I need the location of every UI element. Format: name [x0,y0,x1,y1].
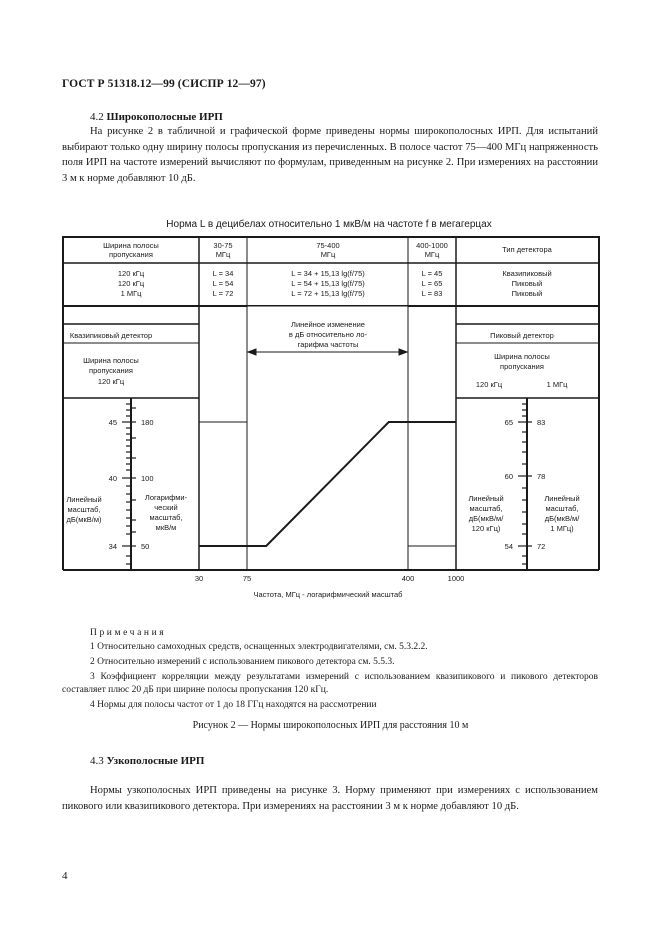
limit-line [199,422,456,546]
middle-note-2: в дБ относительно ло- [288,330,368,339]
section-4-3-paragraph [62,783,598,814]
left-tick-180: 180 [141,418,154,427]
right-bw-left: 120 кГц [475,380,503,389]
right-scale-right-1: Линейный [544,494,580,503]
page-number: 4 [62,870,68,882]
cell-75-400-row-3: L = 72 + 15,13 lg(f/75) [291,289,365,298]
bw-row-1: 120 кГц [117,269,145,278]
note-item: 3 Коэффициент корреляции между результатами измерений с использованием квазипикового и пикового детекторов составляет плюс 20 дБ при ширине полосы пропускания 120 кГц. [62,672,598,695]
cell-400-1000-row-1: L = 45 [421,269,443,278]
left-tick-34: 34 [108,542,117,551]
right-scale-left-3: дБ(мкВ/м/ [468,514,504,523]
limit-line-series [199,422,456,546]
th-30-75: 30-75 [213,241,233,250]
left-bw-value: 120 кГц [97,377,125,386]
left-log-label-4: мкВ/м [155,523,177,532]
right-tick-65: 65 [504,418,513,427]
section-number: 4.3 [90,755,104,767]
note-item: 2 Относительно измерений с использованием пикового детектора см. 5.5.3. [90,657,395,667]
figure-caption: Рисунок 2 — Нормы широкополосных ИРП для расстояния 10 м [192,720,469,731]
detector-row-3: Пиковый [511,289,543,298]
th-bandwidth-line1: Ширина полосы [103,241,159,250]
middle-note-3: гарифма частоты [297,340,359,349]
x-tick-400: 400 [401,574,415,583]
section-title: Узкополосные ИРП [106,755,205,767]
left-tick-100: 100 [141,474,154,483]
x-axis-label: Частота, МГц - логарифмический масштаб [253,590,403,599]
left-log-label-1: Логарифми- [144,493,188,502]
paragraph-text: На рисунке 2 в табличной и графической форме приведены нормы широкополосных ИРП. Для испытаний выбирают только одну ширину полосы пропускания из перечисленных. В полосе частот 75—400 МГц напряженность поля ИРП на частоте измерений вычисляют по формулам, приведенным на рисунке 2. При измерениях на расстоянии 3 м к норме добавляют 10 дБ. [62,126,598,184]
note-item: 1 Относительно самоходных средств, оснащенных электродвигателями, см. 5.3.2.2. [90,642,428,652]
notes-heading-text: Примечания [90,628,167,638]
right-tick-60: 60 [504,472,513,481]
left-linear-label-2: масштаб, [67,505,101,514]
right-scale-left-4: 120 кГц) [471,524,501,533]
section-number: 4.2 [90,111,104,123]
th-75-400-unit: МГц [320,250,336,259]
right-tick-54: 54 [504,542,513,551]
cell-30-75-row-1: L = 34 [212,269,234,278]
paragraph-text: Нормы узкополосных ИРП приведены на рисунке 3. Норму применяют при измерениях с использованием пикового или квазипикового детектора. При измерениях на расстоянии 3 м к норме добавляют 10 дБ. [62,785,598,812]
right-panel-title: Пиковый детектор [490,331,554,340]
detector-row-2: Пиковый [511,279,543,288]
bw-row-3: 1 МГц [120,289,142,298]
right-scale-right-2: масштаб, [545,504,579,513]
th-detector: Тип детектора [502,245,552,254]
th-400-1000: 400-1000 [416,241,448,250]
left-linear-label-3: дБ(мкВ/м) [66,515,102,524]
th-30-75-unit: МГц [215,250,231,259]
right-bw-label-1: Ширина полосы [494,352,550,361]
left-tick-50: 50 [141,542,150,551]
right-scale-ticks [518,404,532,564]
notes-heading [90,627,166,640]
th-400-1000-unit: МГц [424,250,440,259]
bw-row-2: 120 кГц [117,279,145,288]
x-tick-30: 30 [194,574,204,583]
document-header: ГОСТ Р 51318.12—99 (СИСПР 12—97) [62,78,266,90]
th-bandwidth-line2: пропускания [109,250,153,259]
right-bw-label-2: пропускания [500,362,544,371]
middle-note-1: Линейное изменение [291,320,365,329]
cell-75-400-row-2: L = 54 + 15,13 lg(f/75) [291,279,365,288]
left-tick-40: 40 [108,474,117,483]
figure-title: Норма L в децибелах относительно 1 мкВ/м на частоте f в мегагерцах [166,219,492,230]
right-bw-right: 1 МГц [546,380,568,389]
right-scale-left-1: Линейный [468,494,504,503]
right-scale-right-3: дБ(мкВ/м/ [544,514,580,523]
right-tick-78: 78 [537,472,546,481]
right-scale-right-4: 1 МГц) [550,524,574,533]
right-scale-left-2: масштаб, [469,504,503,513]
left-bw-label-2: пропускания [89,366,133,375]
left-scale-ticks [122,404,136,564]
left-panel-title: Квазипиковый детектор [69,331,153,340]
left-linear-label-1: Линейный [66,495,102,504]
th-75-400: 75-400 [316,241,340,250]
cell-30-75-row-2: L = 54 [212,279,234,288]
x-tick-75: 75 [242,574,252,583]
left-bw-label-1: Ширина полосы [83,356,139,365]
right-tick-83: 83 [537,418,546,427]
notes-list [62,641,598,712]
cell-30-75-row-3: L = 72 [212,289,234,298]
right-tick-72: 72 [537,542,546,551]
note-item: 4 Нормы для полосы частот от 1 до 18 ГГц находятся на рассмотрении [90,700,377,710]
section-4-3-heading [90,755,204,767]
cell-400-1000-row-2: L = 65 [421,279,443,288]
left-tick-45: 45 [108,418,117,427]
section-title: Широкополосные ИРП [106,111,223,123]
detector-row-1: Квазипиковый [502,269,552,278]
cell-400-1000-row-3: L = 83 [421,289,443,298]
cell-75-400-row-1: L = 34 + 15,13 lg(f/75) [291,269,365,278]
left-log-label-3: масштаб, [149,513,183,522]
x-tick-1000: 1000 [447,574,465,583]
left-log-label-2: ческий [154,503,178,512]
